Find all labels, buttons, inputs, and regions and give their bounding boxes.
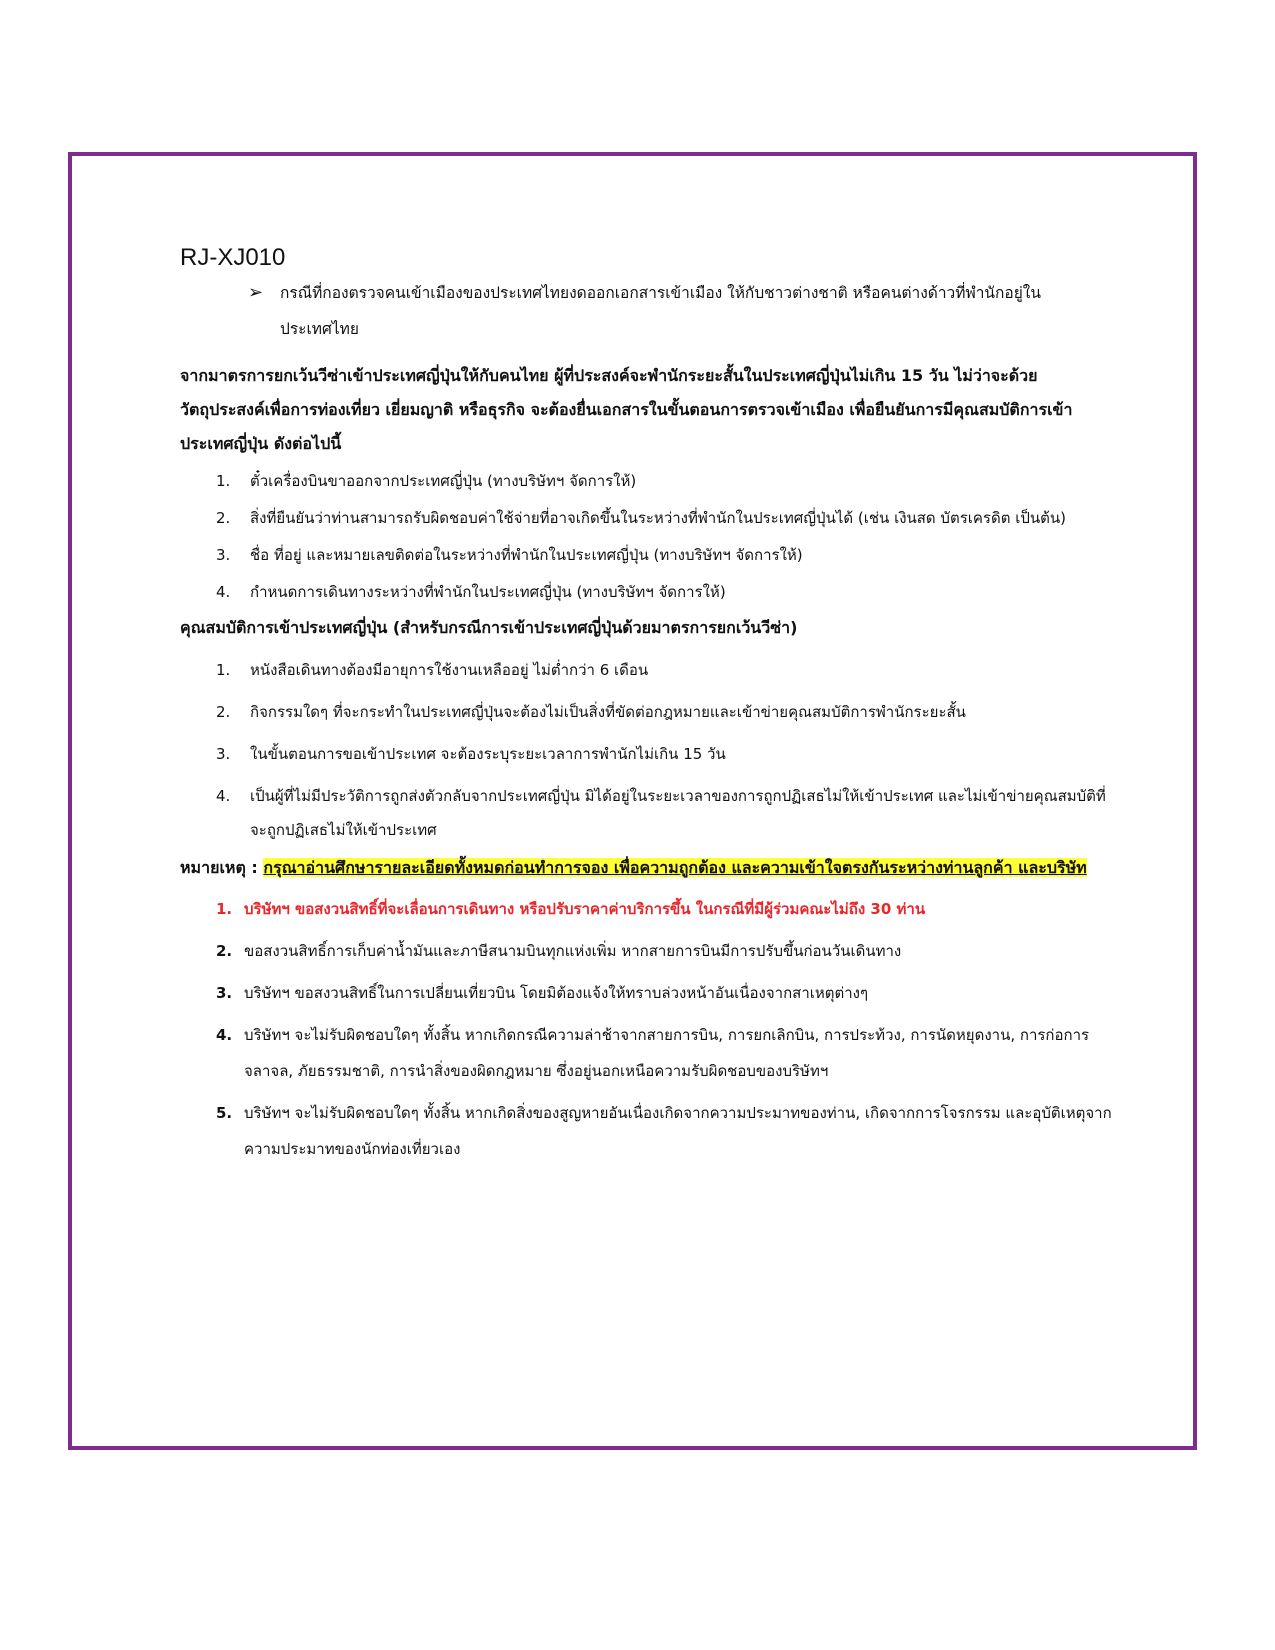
list-item-text: กำหนดการเดินทางระหว่างที่พำนักในประเทศญี่ปุ่น (ทางบริษัทฯ จัดการให้)	[250, 583, 726, 601]
list-item-number: 4.	[216, 583, 231, 601]
list-item	[180, 538, 1115, 572]
note-label: หมายเหตุ :	[180, 858, 264, 877]
list-item-number: 2.	[216, 703, 231, 721]
list-item	[180, 464, 1115, 498]
list-item	[180, 975, 1115, 1011]
list-item	[180, 653, 1115, 687]
notice-bullet	[248, 275, 1115, 347]
list-item-number: 1.	[216, 472, 231, 490]
list-item-text: ในขั้นตอนการขอเข้าประเทศ จะต้องระบุระยะเวลาการพำนักไม่เกิน 15 วัน	[250, 745, 726, 763]
list-item	[180, 695, 1115, 729]
list-item-text: ขอสงวนสิทธิ์การเก็บค่าน้ำมันและภาษีสนามบินทุกแห่งเพิ่ม หากสายการบินมีการปรับขึ้นก่อนวันเดินทาง	[244, 942, 902, 960]
list-item-text: สิ่งที่ยืนยันว่าท่านสามารถรับผิดชอบค่าใช้จ่ายที่อาจเกิดขึ้นในระหว่างที่พำนักในประเทศญี่ปุ่นได้ (เช่น เงินสด บัตรเครดิต เป็นต้น)	[250, 509, 1066, 527]
list-item-number: 3.	[216, 745, 231, 763]
list-item-number: 4.	[216, 787, 231, 805]
arrow-bullet-icon: ➢	[248, 282, 264, 303]
qualification-list	[180, 653, 1115, 847]
list-item	[180, 501, 1115, 535]
terms-list	[180, 891, 1115, 1167]
qualification-heading: คุณสมบัติการเข้าประเทศญี่ปุ่น (สำหรับกรณีการเข้าประเทศญี่ปุ่นด้วยมาตรการยกเว้นวีซ่า)	[180, 618, 798, 637]
list-item-text: บริษัทฯ จะไม่รับผิดชอบใดๆ ทั้งสิ้น หากเกิดสิ่งของสูญหายอันเนื่องเกิดจากความประมาทของท่าน, เกิดจากการโจรกรรม และอุบัติเหตุจากความประมาทของนักท่องเที่ยวเอง	[244, 1104, 1112, 1158]
list-item-text: บริษัทฯ ขอสงวนสิทธิ์ในการเปลี่ยนเที่ยวบิน โดยมิต้องแจ้งให้ทราบล่วงหน้าอันเนื่องจากสาเหตุต่างๆ	[244, 984, 869, 1002]
intro-paragraph: จากมาตรการยกเว้นวีซ่าเข้าประเทศญี่ปุ่นให้กับคนไทย ผู้ที่ประสงค์จะพำนักระยะสั้นในประเทศญี่ปุ่นไม่เกิน 15 วัน ไม่ว่าจะด้วยวัตถุประสงค์เพื่อการท่องเที่ยว เยี่ยมญาติ หรือธุรกิจ จะต้องยื่นเอกสารในขั้นตอนการตรวจเข้าเมือง เพื่อยืนยันการมีคุณสมบัติการเข้าประเทศญี่ปุ่น ดังต่อไปนี้	[180, 366, 1073, 453]
list-item-number: 4.	[216, 1026, 233, 1044]
list-item-text: ชื่อ ที่อยู่ และหมายเลขติดต่อในระหว่างที่พำนักในประเทศญี่ปุ่น (ทางบริษัทฯ จัดการให้)	[250, 546, 803, 564]
list-item-number: 5.	[216, 1104, 233, 1122]
list-item-number: 2.	[216, 942, 233, 960]
list-item-number: 3.	[216, 984, 233, 1002]
list-item	[180, 1095, 1115, 1167]
list-item-number: 2.	[216, 509, 231, 527]
list-item-text: เป็นผู้ที่ไม่มีประวัติการถูกส่งตัวกลับจากประเทศญี่ปุ่น มิได้อยู่ในระยะเวลาของการถูกปฏิเสธไม่ให้เข้าประเทศ และไม่เข้าข่ายคุณสมบัติที่จะถูกปฏิเสธไม่ให้เข้าประเทศ	[250, 787, 1106, 839]
note-line	[180, 851, 1115, 885]
list-item	[180, 779, 1115, 847]
list-item-text: บริษัทฯ ขอสงวนสิทธิ์ที่จะเลื่อนการเดินทาง หรือปรับราคาค่าบริการขึ้น ในกรณีที่มีผู้ร่วมคณะไม่ถึง 30 ท่าน	[244, 900, 926, 918]
list-item	[180, 1017, 1115, 1089]
list-item	[180, 891, 1115, 927]
notice-bullet-text: กรณีที่กองตรวจคนเข้าเมืองของประเทศไทยงดออกเอกสารเข้าเมือง ให้กับชาวต่างชาติ หรือคนต่างด้าวที่พำนักอยู่ในประเทศไทย	[280, 284, 1041, 338]
document-content	[180, 243, 1115, 1167]
note-highlight-text: กรุณาอ่านศึกษารายละเอียดทั้งหมดก่อนทำการจอง เพื่อความถูกต้อง และความเข้าใจตรงกันระหว่างท่านลูกค้า และบริษัท	[263, 858, 1087, 877]
list-item-text: ตั๋วเครื่องบินขาออกจากประเทศญี่ปุ่น (ทางบริษัทฯ จัดการให้)	[250, 472, 637, 490]
list-item	[180, 575, 1115, 609]
document-code: RJ-XJ010	[180, 244, 286, 271]
list-item	[180, 737, 1115, 771]
list-item-text: บริษัทฯ จะไม่รับผิดชอบใดๆ ทั้งสิ้น หากเกิดกรณีความล่าช้าจากสายการบิน, การยกเลิกบิน, การประท้วง, การนัดหยุดงาน, การก่อการจลาจล, ภัยธรรมชาติ, การนำสิ่งของผิดกฎหมาย ซึ่งอยู่นอกเหนือความรับผิดชอบของบริษัทฯ	[244, 1026, 1090, 1080]
list-item-number: 1.	[216, 900, 233, 918]
list-item-text: กิจกรรมใดๆ ที่จะกระทำในประเทศญี่ปุ่นจะต้องไม่เป็นสิ่งที่ขัดต่อกฎหมายและเข้าข่ายคุณสมบัติการพำนักระยะสั้น	[250, 703, 966, 721]
list-item	[180, 933, 1115, 969]
list-item-text: หนังสือเดินทางต้องมีอายุการใช้งานเหลืออยู่ ไม่ต่ำกว่า 6 เดือน	[250, 661, 649, 679]
required-documents-list	[180, 464, 1115, 609]
list-item-number: 1.	[216, 661, 231, 679]
list-item-number: 3.	[216, 546, 231, 564]
